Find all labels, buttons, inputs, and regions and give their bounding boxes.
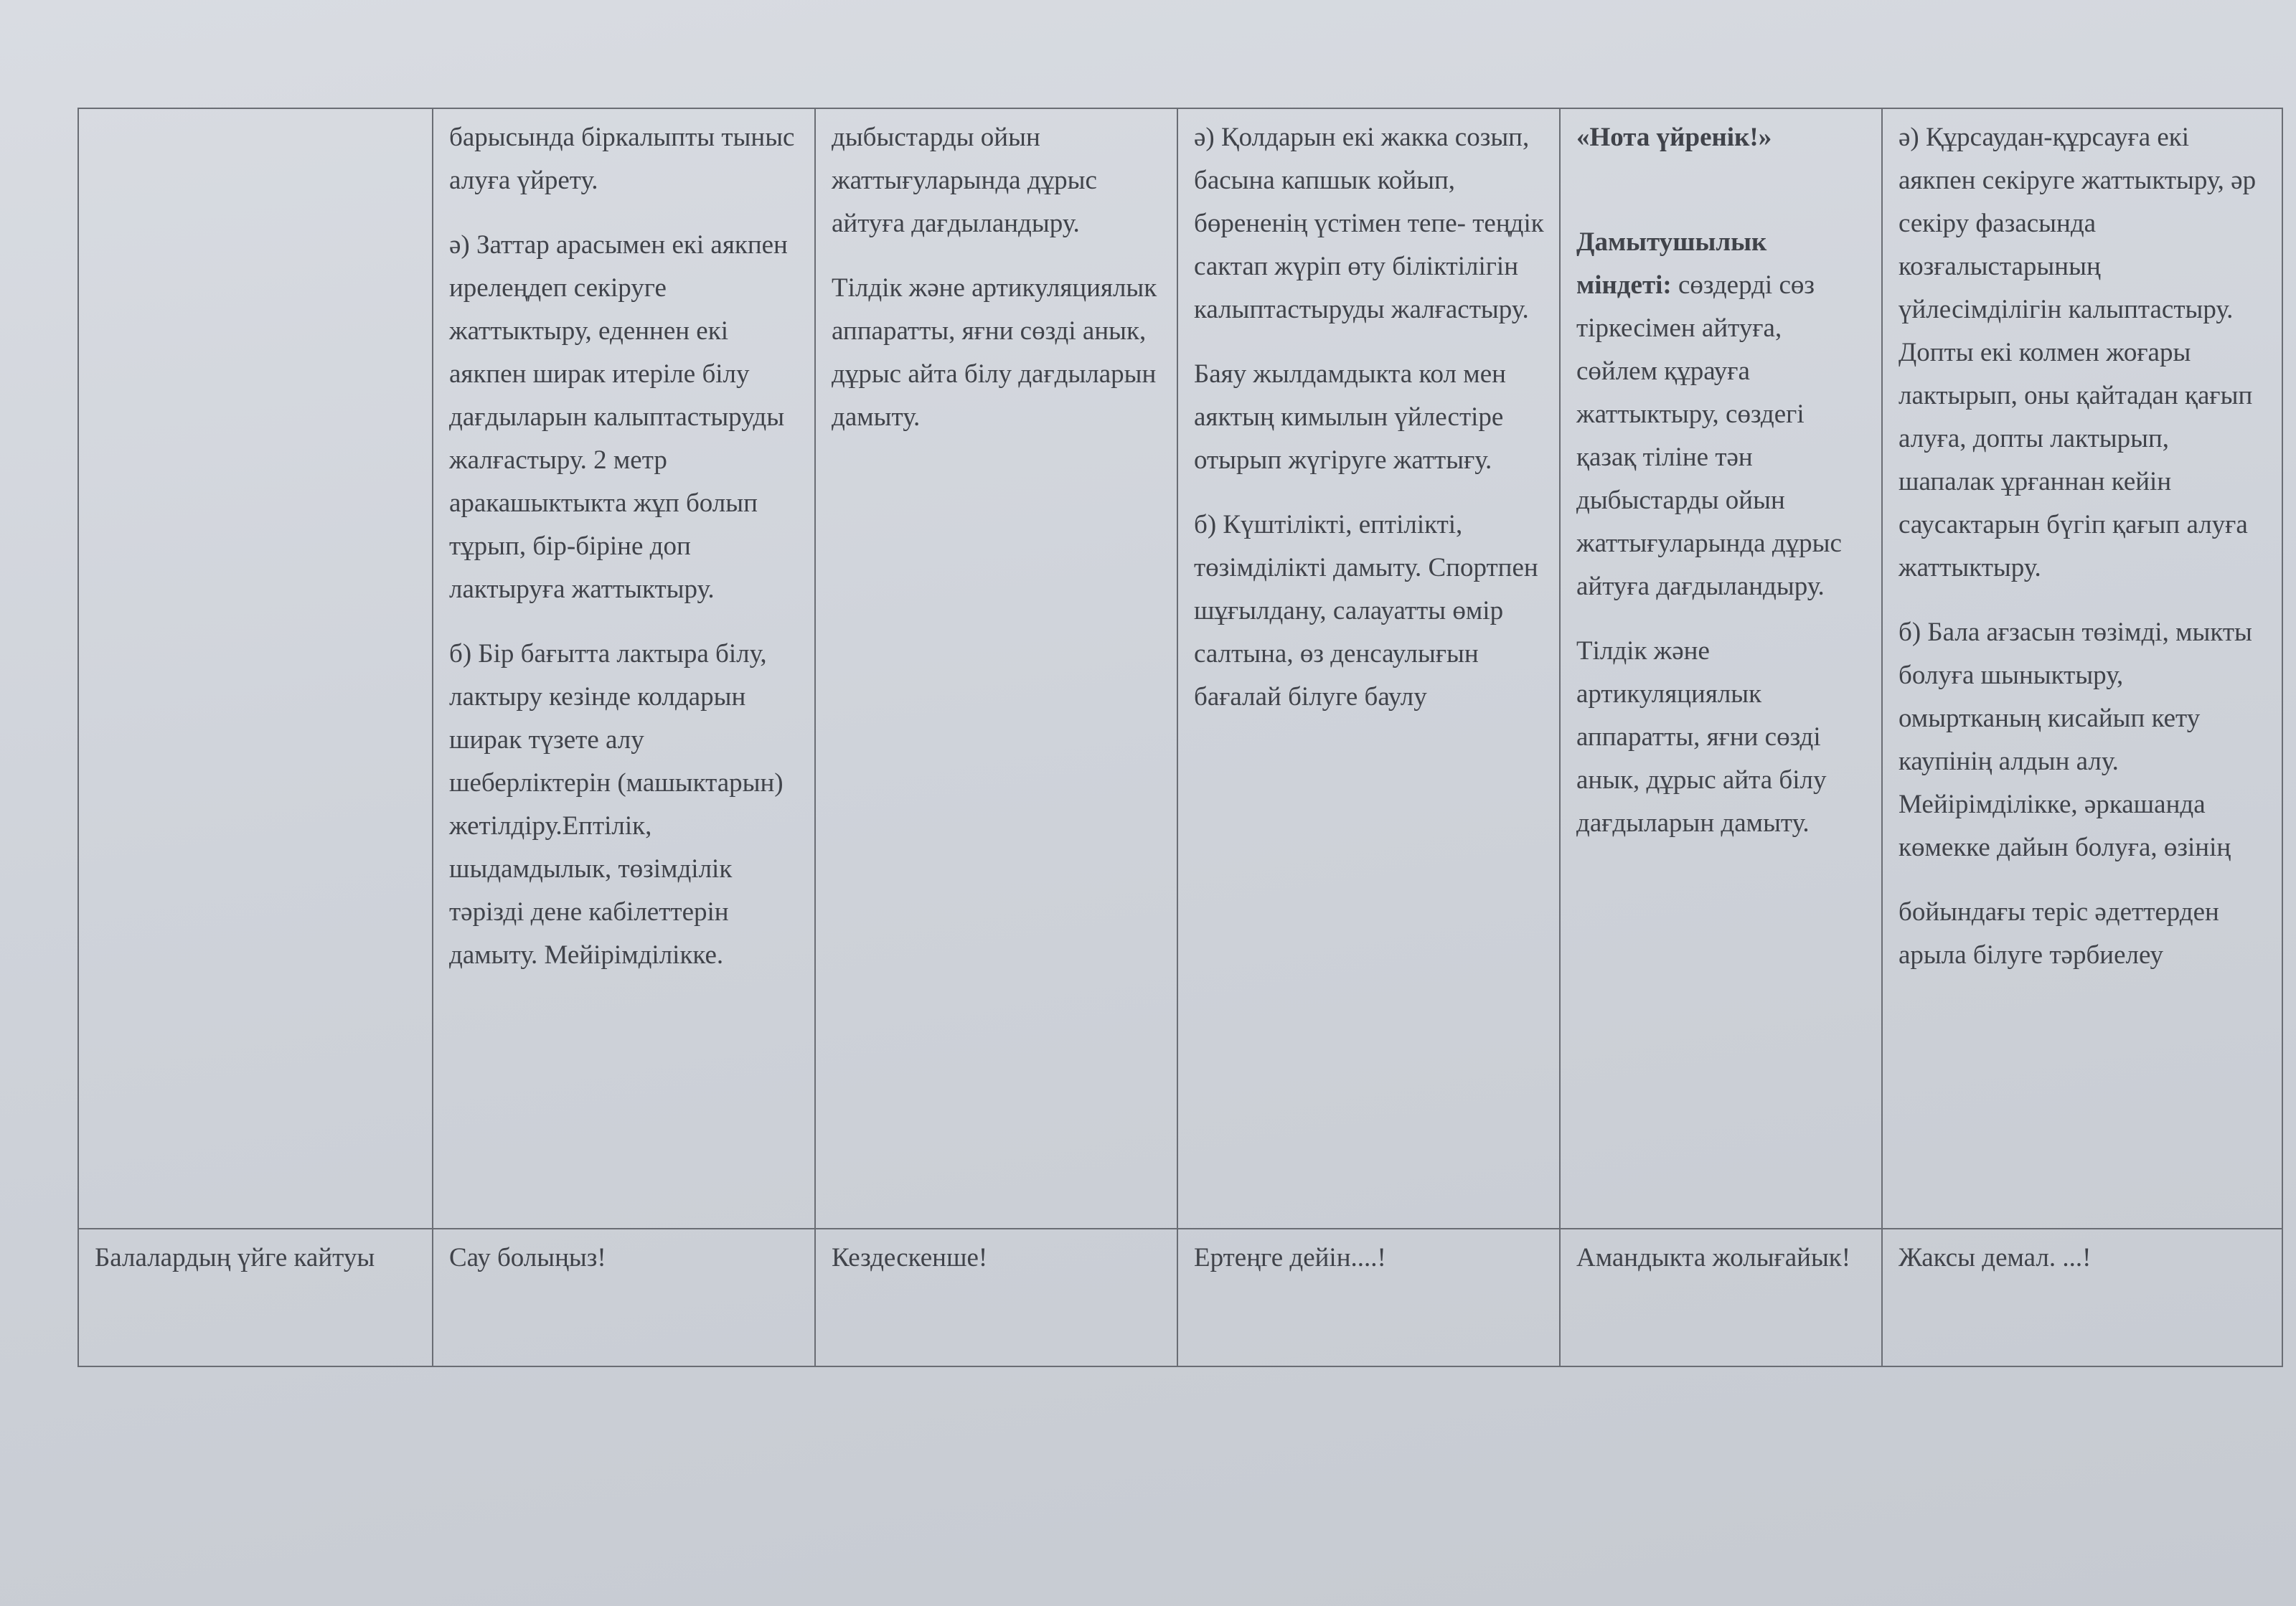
- paragraph: Баяу жылдамдыкта кол мен аяктың кимылын үйлестіре отырып жүгіруге жаттығу.: [1194, 359, 1506, 475]
- cell-monday: [433, 1229, 815, 1366]
- cell-thursday: [1560, 1229, 1882, 1366]
- task-label: Дамытушылык міндеті:: [1576, 227, 1767, 300]
- activity-title: «Нота үйренік!»: [1576, 123, 1772, 152]
- paragraph: барысында біркалыпты тыныс алуға үйрету.: [449, 123, 795, 195]
- farewell-text: Амандыкта жолығайык!: [1576, 1243, 1851, 1272]
- paragraph: дыбыстарды ойын жаттығуларында дұрыс айтуға дағдыландыру.: [832, 123, 1097, 238]
- row-label-cell: [78, 108, 433, 1229]
- row-label-cell: [78, 1229, 433, 1366]
- table-row: [78, 1229, 2282, 1366]
- table-row: [78, 108, 2282, 1229]
- paragraph: Тілдік және артикуляциялык аппаратты, яғни сөзді анык, дұрыс айта білу дағдыларын дамыту.: [832, 273, 1157, 432]
- paragraph: Тілдік және артикуляциялык аппаратты, яғни сөзді анык, дұрыс айта білу дағдыларын дамыту.: [1576, 636, 1827, 838]
- farewell-text: Сау болыңыз!: [449, 1243, 606, 1272]
- cell-wednesday: [1177, 108, 1560, 1229]
- row-label: Балалардың үйге кайтуы: [95, 1243, 375, 1272]
- farewell-text: Кездескенше!: [832, 1243, 988, 1272]
- daily-plan-table: [77, 108, 2283, 1367]
- paragraph: бойындағы теріс әдеттерден арыла білуге тәрбиелеу: [1899, 897, 2219, 970]
- paragraph: ә) Заттар арасымен екі аякпен ирелеңдеп секіруге жаттыктыру, еденнен екі аякпен ширак итеріле білу дағдыларын калыптастыруды жалғастыру. 2 метр аракашыктыкта жұп болып тұрып, бір-біріне доп лактыруға жаттыктыру.: [449, 230, 788, 604]
- paragraph: ә) Қолдарын екі жакка созып, басына капшык койып, бөрененің үстімен тепе- теңдік сактап жүріп өту біліктілігін калыптастыруды жалғастыру.: [1194, 123, 1544, 324]
- paragraph: б) Бір бағытта лактыра білу, лактыру кезінде колдарын ширак түзете алу шеберліктерін (машыктарын) жетілдіру.Ептілік, шыдамдылык, төзімділік тәрізді дене кабілеттерін дамыту. Мейірімділікке.: [449, 639, 784, 970]
- cell-friday: [1882, 108, 2282, 1229]
- cell-tuesday: [815, 1229, 1177, 1366]
- farewell-text: Ертеңге дейін....!: [1194, 1243, 1386, 1272]
- paragraph: б) Күштілікті, ептілікті, төзімділікті дамыту. Спортпен шұғылдану, салауатты өмір салтына, өз денсаулығын бағалай білуге баулу: [1194, 510, 1538, 712]
- task-paragraph: [1576, 221, 1868, 608]
- cell-friday: [1882, 1229, 2282, 1366]
- cell-thursday: [1560, 108, 1882, 1229]
- cell-monday: [433, 108, 815, 1229]
- farewell-text: Жаксы демал. ...!: [1899, 1243, 2092, 1272]
- task-text: сөздерді сөз тіркесімен айтуға, сөйлем құрауға жаттыктыру, сөздегі қазақ тіліне тән дыбыстарды ойын жаттығуларында дұрыс айтуға дағдыландыру.: [1576, 270, 1842, 601]
- paragraph: ә) Құрсаудан-құрсауға екі аякпен секіруге жаттыктыру, әр секіру фазасында козғалыстарының үйлесімділігін калыптастыру. Допты екі колмен жоғары лактырып, оны қайтадан қағып алуға, допты лактырып, шапалак ұрғаннан кейін саусактарын бүгіп қағып алуға жаттыктыру.: [1899, 123, 2257, 582]
- cell-tuesday: [815, 108, 1177, 1229]
- paragraph: б) Бала ағзасын төзімді, мыкты болуға шыныктыру, омыртканың кисайып кету каупінің алдын алу. Мейірімділікке, әркашанда көмекке дайын болуға, өзінің: [1899, 618, 2252, 862]
- cell-wednesday: [1177, 1229, 1560, 1366]
